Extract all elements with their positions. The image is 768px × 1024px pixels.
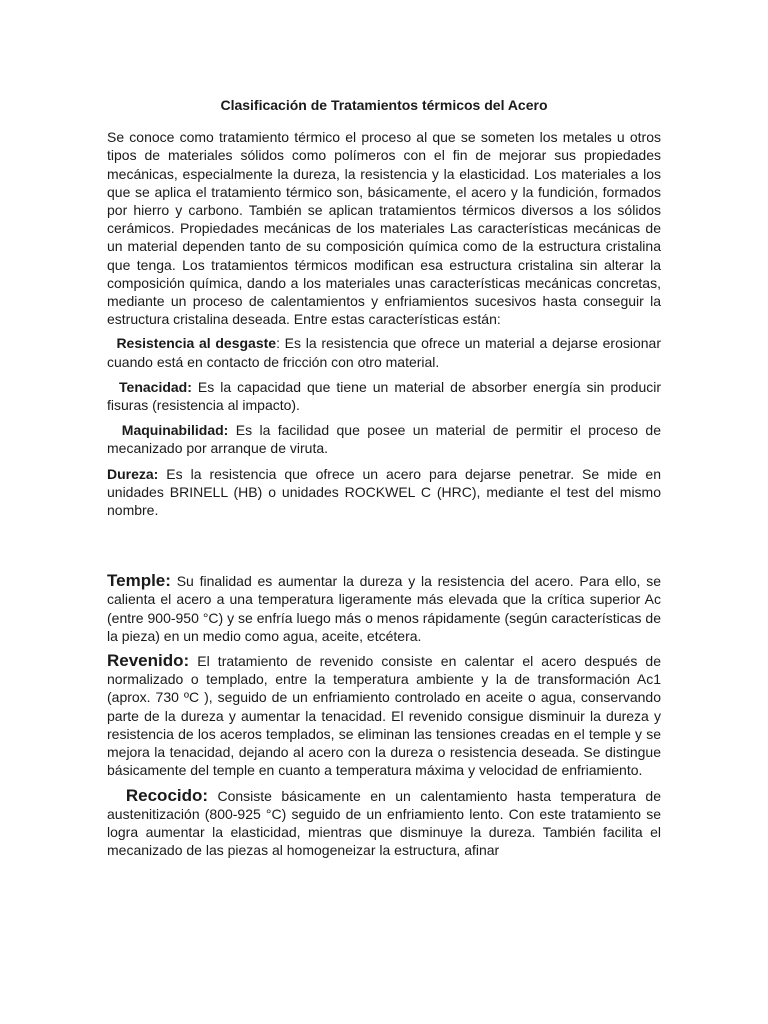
property-text: Es la resistencia que ofrece un acero para dejarse penetrar. Se mide en unidades BRINELL (HB) o unidades ROCKWEL C (HRC), mediante el test del mismo nombre. <box>107 465 661 519</box>
property-paragraph-wear-resistance <box>107 334 661 370</box>
intro-paragraph: Se conoce como tratamiento térmico el proceso al que se someten los metales u otros tipos de materiales sólidos como polímeros con el fin de mejorar sus propiedades mecánicas, especialmente la dureza, la resistencia y la elasticidad. Los materiales a los que se aplica el tratamiento térmico son, básicamente, el acero y la fundición, formados por hierro y carbono. También se aplican tratamientos térmicos diversos a los sólidos cerámicos. Propiedades mecánicas de los materiales Las características mecánicas de un material dependen tanto de su composición química como de la estructura cristalina que tenga. Los tratamientos térmicos modifican esa estructura cristalina sin alterar la composición química, dando a los materiales unas características mecánicas concretas, mediante un proceso de calentamientos y enfriamientos sucesivos hasta conseguir la estructura cristalina deseada. Entre estas características están: <box>107 129 661 328</box>
property-paragraph-toughness <box>107 378 661 414</box>
treatment-paragraph-revenido <box>107 652 661 779</box>
treatment-paragraph-recocido <box>107 787 661 860</box>
property-paragraph-hardness <box>107 465 661 520</box>
section-spacer <box>107 526 661 572</box>
property-text: Es la capacidad que tiene un material de absorber energía sin producir fisuras (resistencia al impacto). <box>107 378 661 414</box>
property-term: Maquinabilidad: <box>121 422 229 439</box>
property-text: : Es la resistencia que ofrece un material a dejarse erosionar cuando está en contacto de fricción con otro material. <box>107 335 661 370</box>
treatment-paragraph-temple <box>107 572 661 645</box>
property-term: Tenacidad: <box>119 378 192 395</box>
property-term: Dureza: <box>107 465 159 482</box>
treatment-term: Revenido: <box>107 651 190 671</box>
treatment-term: Temple: <box>107 571 171 591</box>
document-body <box>107 96 661 866</box>
property-text: Es la facilidad que posee un material de permitir el proceso de mecanizado por arranque de viruta. <box>107 422 661 457</box>
treatment-text: Su finalidad es aumentar la dureza y la resistencia del acero. Para ello, se calienta el acero a una temperatura ligeramente más elevada que la crítica superior Ac (entre 900-950 °C) y se enfría luego más o menos rápidamente (según características de la pieza) en un medio como agua, aceite, etcétera. <box>107 573 661 644</box>
property-paragraph-machinability <box>107 421 661 457</box>
property-term: Resistencia al desgaste <box>116 335 277 352</box>
document-title: Clasificación de Tratamientos térmicos del Acero <box>220 97 548 113</box>
treatment-text: Consiste básicamente en un calentamiento hasta temperatura de austenitización (800-925 °C) seguido de un enfriamiento lento. Con este tratamiento se logra aumentar la elasticidad, mientras que disminuye la dureza. También facilita el mecanizado de las piezas al homogeneizar la estructura, afinar <box>107 787 662 859</box>
treatment-term: Recocido: <box>125 785 209 805</box>
treatment-text: El tratamiento de revenido consiste en calentar el acero después de normalizado o templado, entre la temperatura ambiente y la de transformación Ac1 (aprox. 730 ºC ), seguido de un enfriamiento controlado en aceite o agua, conservando parte de la dureza y aumentar la tenacidad. El revenido consigue disminuir la dureza y resistencia de los aceros templados, se eliminan las tensiones creadas en el temple y se mejora la tenacidad, dejando al acero con la dureza o resistencia deseada. Se distingue básicamente del temple en cuanto a temperatura máxima y velocidad de enfriamiento. <box>107 653 661 779</box>
